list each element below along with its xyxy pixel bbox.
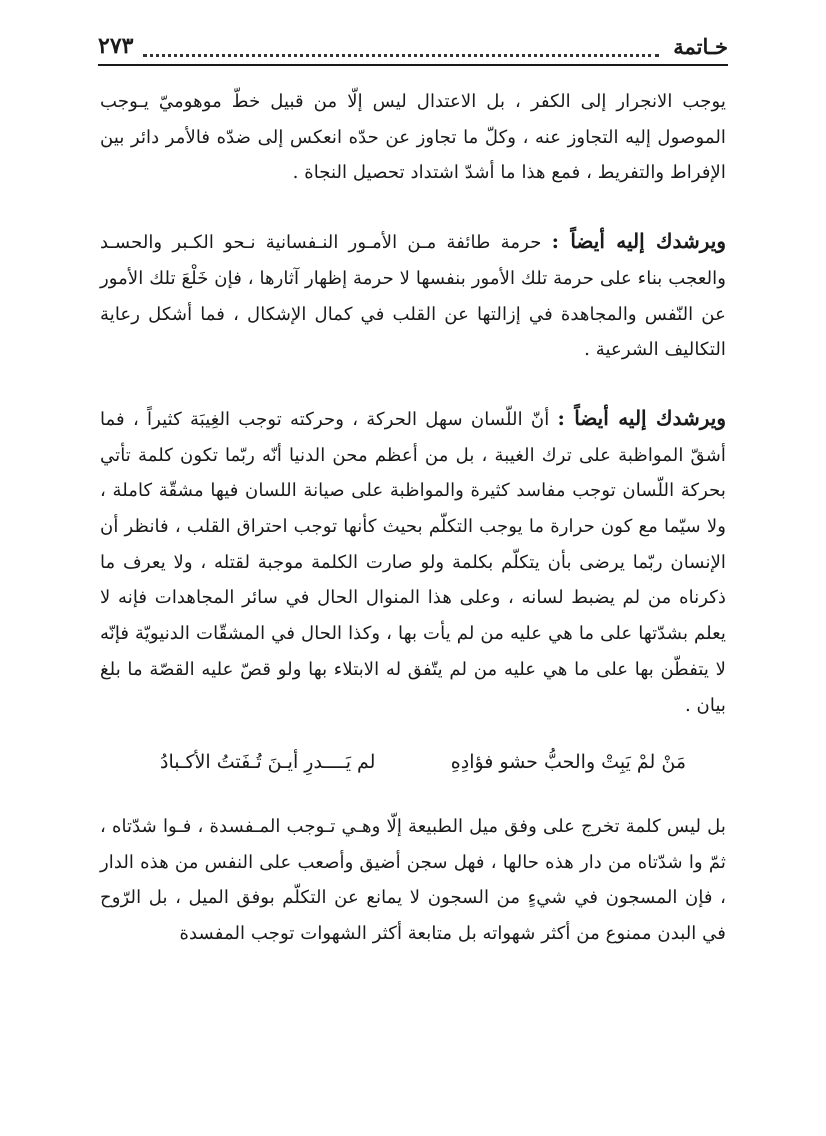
chapter-title: خـاتمة	[673, 33, 728, 59]
poem-hemistich-1: مَنْ لمْ يَبِتْ والحبُّ حشو فؤادِهِ	[450, 751, 686, 774]
closing-paragraph	[100, 809, 726, 952]
page-number: ٢٧٣	[98, 33, 134, 59]
page-body	[100, 84, 726, 985]
paragraph-2-text: حرمة طائفة مـن الأمـور النـفسانية نـحو الكـبر والحسـد والعجب بناء على حرمة تلك الأمور بنفسها لا حرمة إظهار آثارها ، فإن خَلْعَ تلك الأمور عن النّفس والمجاهدة في إزالتها عن القلب في كمال الإشكال ، فما أشكل رعاية التكاليف الشرعية .	[100, 232, 726, 361]
poem-verse	[160, 745, 686, 781]
paragraph-3-text: أنّ اللّسان سهل الحركة ، وحركته توجب الغِيبَة كثيراً ، فما أشقّ المواظبة على ترك الغيبة ، بل من أعظم محن الدنيا أنّه ربّما تكون كلمة تأتي بحركة اللّسان توجب مفاسد كثيرة والمواظبة على صيانة اللسان فيها مشقّة كاملة ، ولا سيّما مع كون حرارة ما يوجب التكلّم بحيث كأنها توجب احتراق القلب ، فانظر أن الإنسان ربّما يرضى بأن يتكلّم بكلمة ولو صارت الكلمة موجبة لقتله ، ولا يعرف ما ذكرناه من لم يضبط لسانه ، وعلى هذا المنوال الحال في سائر المجاهدات فإنه لا يعلم بشدّتها على ما هي عليه من لم يأت بها ، وكذا الحال في المشقّات الدنيويّة فإنّه لا يتفطّن بها على ما هي عليه من لم يتّفق له الابتلاء بها ولو قصّ عليه القصّة ما بلغ بيان .	[100, 408, 726, 716]
paragraph-1-text: يوجب الانجرار إلى الكفر ، بل الاعتدال ليس إلّا من قبيل خطّ موهوميّ يـوجب الموصول إليه التجاوز عنه ، وكلّ ما تجاوز عن حدّه انعكس إلى ضدّه فالأمر دائر بين الإفراط والتفريط ، فمع هذا ما أشدّ اشتداد تحصيل النجاة .	[100, 91, 726, 184]
running-header	[98, 28, 728, 66]
closing-text: بل ليس كلمة تخرج على وفق ميل الطبيعة إلّا وهـي تـوجب المـفسدة ، فـوا شدّتاه ، ثمّ وا شدّتاه من دار هذه حالها ، فهل سجن أضيق وأصعب على النفس من هذه الدار ، فإن المسجون في شيءٍ من السجون لا يمانع عن التكلّم بوفق الميل ، بل الرّوح في البدن ممنوع من أكثر شهواته بل متابعة أكثر الشهوات توجب المفسدة	[100, 815, 726, 945]
paragraph-2	[100, 224, 726, 368]
header-leader-dots	[143, 46, 659, 57]
paragraph-3-lead: ويرشدك إليه أيضاً :	[557, 405, 726, 430]
poem-hemistich-2: لم يَــــدرِ أيـنَ تُـفَتتُ الأكـبادُ	[160, 751, 376, 774]
paragraph-2-lead: ويرشدك إليه أيضاً :	[551, 229, 726, 254]
paragraph-1	[100, 84, 726, 191]
paragraph-3	[100, 401, 726, 723]
